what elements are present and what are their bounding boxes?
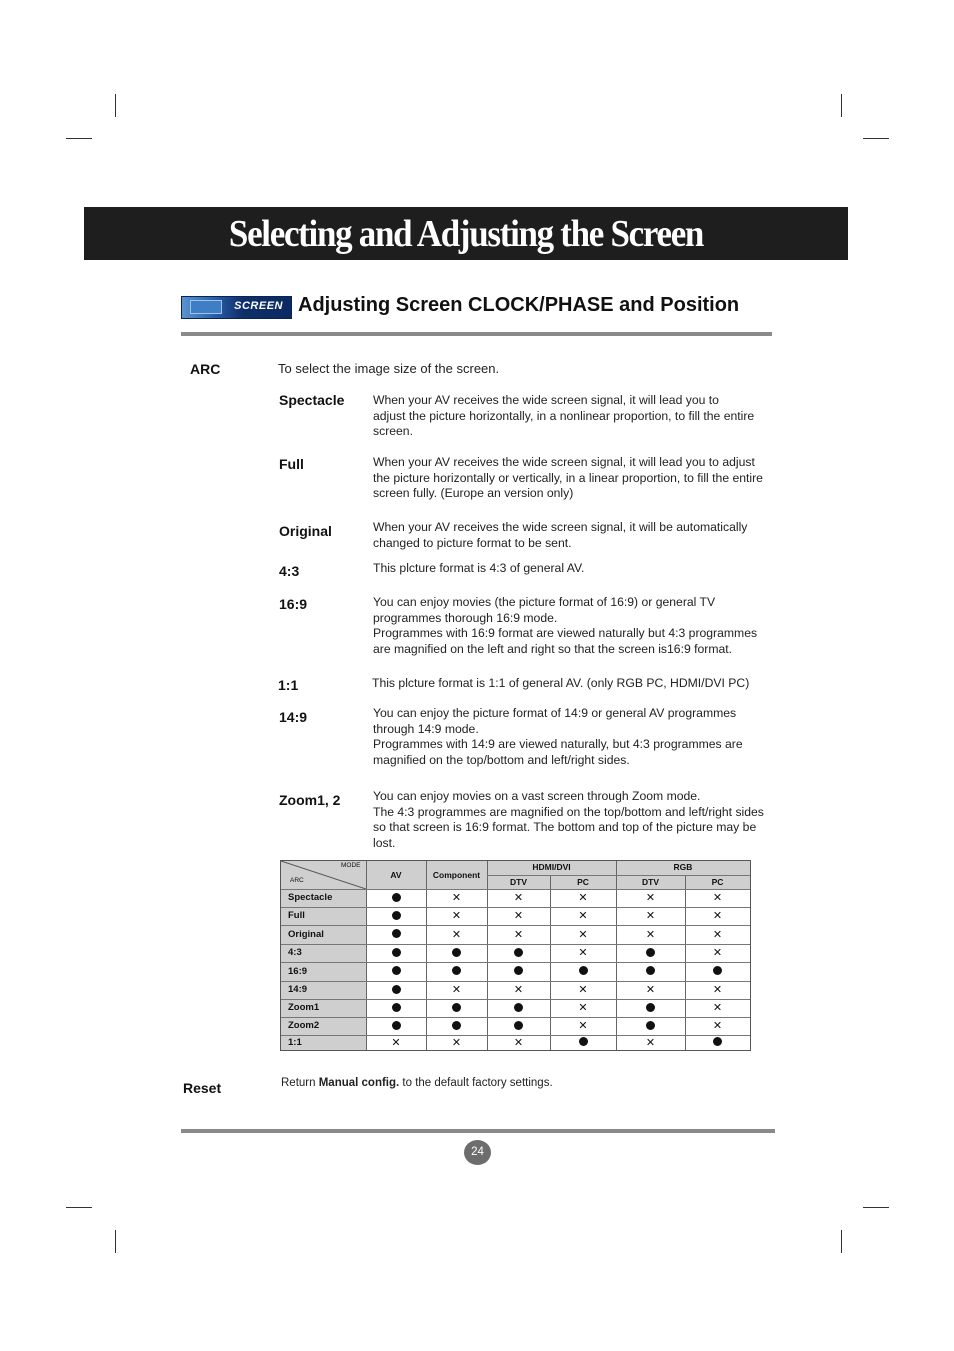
supported-dot-icon — [646, 966, 655, 975]
arc-mode-table — [280, 860, 751, 1051]
arc-option-description — [373, 706, 768, 768]
supported-dot-icon — [392, 966, 401, 975]
crop-mark — [863, 138, 889, 139]
table-row-label: Full — [281, 907, 366, 925]
unsupported-x-icon: ✕ — [578, 892, 588, 904]
unsupported-x-icon: ✕ — [645, 910, 656, 922]
grid-line-h — [281, 944, 750, 945]
corner-mode-label: MODE — [341, 862, 361, 869]
supported-dot-icon — [392, 911, 401, 920]
description-line: magnified on the top/bottom and left/right sides. — [373, 752, 630, 767]
table-row-label: Zoom2 — [281, 1017, 366, 1035]
grid-line-h — [281, 1017, 750, 1018]
reset-suffix: to the default factory settings. — [399, 1077, 553, 1089]
arc-option-name: 4:3 — [279, 563, 300, 579]
unsupported-x-icon: ✕ — [451, 1036, 462, 1049]
supported-dot-icon — [452, 966, 461, 975]
table-row-label: 1:1 — [281, 1035, 366, 1050]
description-line: When your AV receives the wide screen signal, it will be automatically — [373, 520, 748, 534]
table-row-label: 4:3 — [281, 944, 366, 962]
arc-label: ARC — [190, 361, 221, 377]
crop-mark — [841, 94, 842, 117]
description-line: so that screen is 16:9 format. The bottom and top of the picture may be — [373, 820, 757, 835]
unsupported-x-icon: ✕ — [578, 947, 588, 959]
supported-dot-icon — [713, 966, 722, 975]
supported-dot-icon — [646, 1021, 655, 1030]
arc-option-description — [372, 676, 767, 692]
description-line: Programmes with 14:9 are viewed naturally, but 4:3 programmes are — [373, 737, 743, 752]
description-line: This plcture format is 4:3 of general AV. — [373, 561, 585, 575]
description-line: You can enjoy movies (the picture format of 16:9) or general TV — [373, 595, 716, 609]
unsupported-x-icon: ✕ — [645, 892, 656, 904]
description-line: You can enjoy the picture format of 14:9 or general AV programmes — [373, 706, 737, 720]
screen-menu-badge — [181, 296, 292, 319]
unsupported-x-icon: ✕ — [645, 928, 656, 941]
unsupported-x-icon: ✕ — [451, 892, 462, 904]
supported-dot-icon — [646, 948, 655, 957]
crop-mark — [66, 138, 92, 139]
arc-intro: To select the image size of the screen. — [278, 361, 500, 376]
description-line: When your AV receives the wide screen signal, it will lead you to — [373, 393, 719, 407]
supported-dot-icon — [392, 929, 401, 938]
title-bar — [84, 207, 848, 260]
reset-prefix: Return — [281, 1077, 319, 1089]
table-row-label: 16:9 — [281, 962, 366, 981]
crop-mark — [841, 1230, 842, 1253]
sub-header: DTV — [510, 877, 527, 887]
footer-rule — [181, 1129, 775, 1133]
description-line: When your AV receives the wide screen signal, it will lead you to adjust — [373, 455, 755, 469]
arc-option-description — [373, 789, 768, 851]
grid-line-h — [281, 907, 750, 908]
crop-mark — [115, 94, 116, 117]
table-row-label: Spectacle — [281, 889, 366, 907]
description-line: screen. — [373, 424, 413, 439]
unsupported-x-icon: ✕ — [391, 1036, 401, 1049]
description-line: The 4:3 programmes are magnified on the top/bottom and left/right sides — [373, 804, 764, 819]
unsupported-x-icon: ✕ — [451, 928, 462, 941]
unsupported-x-icon: ✕ — [578, 1020, 588, 1032]
page-number: 24 — [464, 1140, 491, 1165]
section-rule — [181, 332, 772, 336]
reset-label: Reset — [183, 1080, 222, 1096]
arc-option-description — [373, 455, 768, 502]
description-line: You can enjoy movies on a vast screen through Zoom mode. — [373, 789, 701, 803]
arc-option-description — [373, 595, 768, 657]
grid-line-h — [281, 889, 750, 890]
supported-dot-icon — [392, 985, 401, 994]
unsupported-x-icon: ✕ — [451, 984, 462, 996]
supported-dot-icon — [452, 948, 461, 957]
description-line: changed to picture format to be sent. — [373, 535, 572, 550]
supported-dot-icon — [514, 948, 523, 957]
description-line: Programmes with 16:9 format are viewed naturally but 4:3 programmes — [373, 626, 758, 641]
supported-dot-icon — [452, 1021, 461, 1030]
grid-line-h — [281, 999, 750, 1000]
supported-dot-icon — [713, 1037, 722, 1046]
unsupported-x-icon: ✕ — [513, 1036, 524, 1049]
description-line: are magnified on the left and right so that the screen is16:9 format. — [373, 641, 733, 656]
description-line: programmes thorough 16:9 mode. — [373, 610, 558, 625]
arc-option-name: Full — [279, 456, 304, 472]
screen-icon — [190, 300, 222, 314]
group-header: RGB — [673, 862, 693, 872]
unsupported-x-icon: ✕ — [712, 928, 723, 941]
supported-dot-icon — [514, 1021, 523, 1030]
sub-header: PC — [711, 877, 724, 887]
sub-header: PC — [577, 877, 589, 887]
crop-mark — [863, 1207, 889, 1208]
description-line: the picture horizontally or vertically, in a linear proportion, to fill the entire — [373, 470, 763, 485]
unsupported-x-icon: ✕ — [712, 1020, 723, 1032]
supported-dot-icon — [392, 1021, 401, 1030]
arc-option-description — [373, 561, 768, 577]
unsupported-x-icon: ✕ — [578, 910, 588, 922]
supported-dot-icon — [392, 1003, 401, 1012]
arc-option-name: 16:9 — [279, 596, 308, 612]
unsupported-x-icon: ✕ — [513, 892, 524, 904]
arc-option-name: 14:9 — [279, 709, 308, 725]
supported-dot-icon — [646, 1003, 655, 1012]
supported-dot-icon — [514, 966, 523, 975]
unsupported-x-icon: ✕ — [645, 1036, 656, 1049]
grid-line-h — [281, 981, 750, 982]
section-title: Adjusting Screen CLOCK/PHASE and Position — [298, 294, 740, 316]
arc-option-description — [373, 393, 768, 440]
arc-option-name: Spectacle — [279, 392, 345, 408]
group-header: AV — [390, 870, 402, 880]
description-line: lost. — [373, 835, 396, 850]
group-header: HDMI/DVI — [532, 862, 571, 872]
supported-dot-icon — [579, 966, 588, 975]
grid-line-h — [281, 962, 750, 963]
description-line: adjust the picture horizontally, in a nonlinear proportion, to fill the entire — [373, 408, 755, 423]
unsupported-x-icon: ✕ — [712, 984, 723, 996]
badge-label: SCREEN — [234, 300, 283, 312]
unsupported-x-icon: ✕ — [712, 1002, 723, 1014]
arc-option-name: Zoom1, 2 — [279, 792, 341, 808]
unsupported-x-icon: ✕ — [712, 892, 723, 904]
supported-dot-icon — [514, 1003, 523, 1012]
sub-header: DTV — [642, 877, 659, 887]
unsupported-x-icon: ✕ — [712, 910, 723, 922]
arc-option-description — [373, 520, 768, 551]
arc-option-name: Original — [279, 523, 332, 539]
unsupported-x-icon: ✕ — [578, 1002, 588, 1014]
table-row-label: Zoom1 — [281, 999, 366, 1017]
supported-dot-icon — [392, 948, 401, 957]
group-header: Component — [432, 870, 481, 880]
crop-mark — [66, 1207, 92, 1208]
supported-dot-icon — [392, 893, 401, 902]
unsupported-x-icon: ✕ — [513, 910, 524, 922]
unsupported-x-icon: ✕ — [712, 947, 723, 959]
page-title: Selecting and Adjusting the Screen — [228, 213, 704, 255]
unsupported-x-icon: ✕ — [513, 984, 524, 996]
unsupported-x-icon: ✕ — [451, 910, 462, 922]
grid-line-h — [281, 925, 750, 926]
description-line: screen fully. (Europe an version only) — [373, 486, 574, 501]
unsupported-x-icon: ✕ — [578, 984, 588, 996]
unsupported-x-icon: ✕ — [578, 928, 588, 941]
corner-arc-label: ARC — [290, 877, 304, 884]
manual-config-text: Manual config. — [318, 1077, 400, 1089]
description-line: This plcture format is 1:1 of general AV. (only RGB PC, HDMI/DVI PC) — [372, 676, 750, 690]
table-row-label: Original — [281, 925, 366, 944]
unsupported-x-icon: ✕ — [513, 928, 524, 941]
supported-dot-icon — [452, 1003, 461, 1012]
table-row-label: 14:9 — [281, 981, 366, 999]
reset-description — [281, 1077, 553, 1089]
grid-line-h — [487, 875, 750, 876]
supported-dot-icon — [579, 1037, 588, 1046]
unsupported-x-icon: ✕ — [645, 984, 656, 996]
description-line: through 14:9 mode. — [373, 721, 479, 736]
crop-mark — [115, 1230, 116, 1253]
arc-option-name: 1:1 — [278, 677, 299, 693]
